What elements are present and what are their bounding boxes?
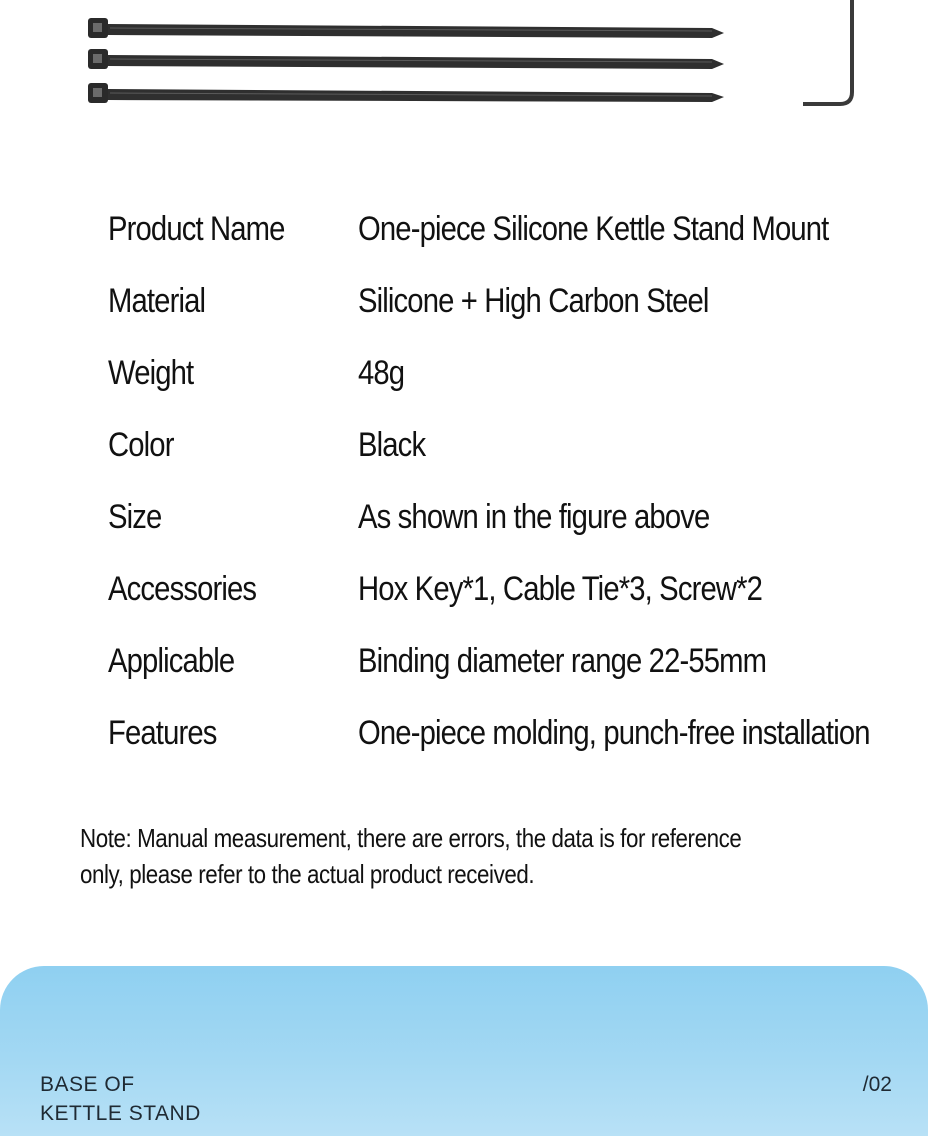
spec-row-material: [108, 265, 928, 337]
spec-table: [108, 193, 928, 769]
spec-label: Features: [108, 714, 217, 752]
spec-row-color: [108, 409, 928, 481]
spec-value: 48g: [358, 354, 405, 392]
hex-key: [803, 0, 852, 104]
spec-label: Material: [108, 282, 206, 320]
spec-value: One-piece molding, punch-free installation: [358, 714, 870, 752]
spec-row-applicable: [108, 625, 928, 697]
spec-label: Size: [108, 498, 162, 536]
spec-label: Color: [108, 426, 174, 464]
footer-title-line-2: KETTLE STAND: [40, 1102, 201, 1125]
spec-value: Black: [358, 426, 426, 464]
cable-tie-1: [88, 18, 724, 38]
spec-label: Applicable: [108, 642, 235, 680]
spec-value: Silicone + High Carbon Steel: [358, 282, 709, 320]
footer-title-line-1: BASE OF: [40, 1073, 135, 1096]
page-number: /02: [862, 1073, 892, 1096]
spec-label: Product Name: [108, 210, 285, 248]
spec-value: As shown in the figure above: [358, 498, 710, 536]
spec-label: Weight: [108, 354, 194, 392]
spec-row-product-name: [108, 193, 928, 265]
cable-tie-3: [88, 83, 724, 103]
note-line-1: Note: Manual measurement, there are errors, the data is for reference: [80, 823, 742, 853]
spec-value: Binding diameter range 22-55mm: [358, 642, 767, 680]
spec-row-size: [108, 481, 928, 553]
measurement-note: [80, 820, 785, 892]
cable-tie-2: [88, 49, 724, 69]
spec-value: One-piece Silicone Kettle Stand Mount: [358, 210, 829, 248]
spec-row-accessories: [108, 553, 928, 625]
spec-row-features: [108, 697, 928, 769]
footer-title: [40, 1070, 201, 1128]
note-line-2: only, please refer to the actual product received.: [80, 859, 535, 889]
spec-label: Accessories: [108, 570, 257, 608]
accessories-image: [0, 0, 928, 130]
spec-value: Hox Key*1, Cable Tie*3, Screw*2: [358, 570, 763, 608]
spec-row-weight: [108, 337, 928, 409]
